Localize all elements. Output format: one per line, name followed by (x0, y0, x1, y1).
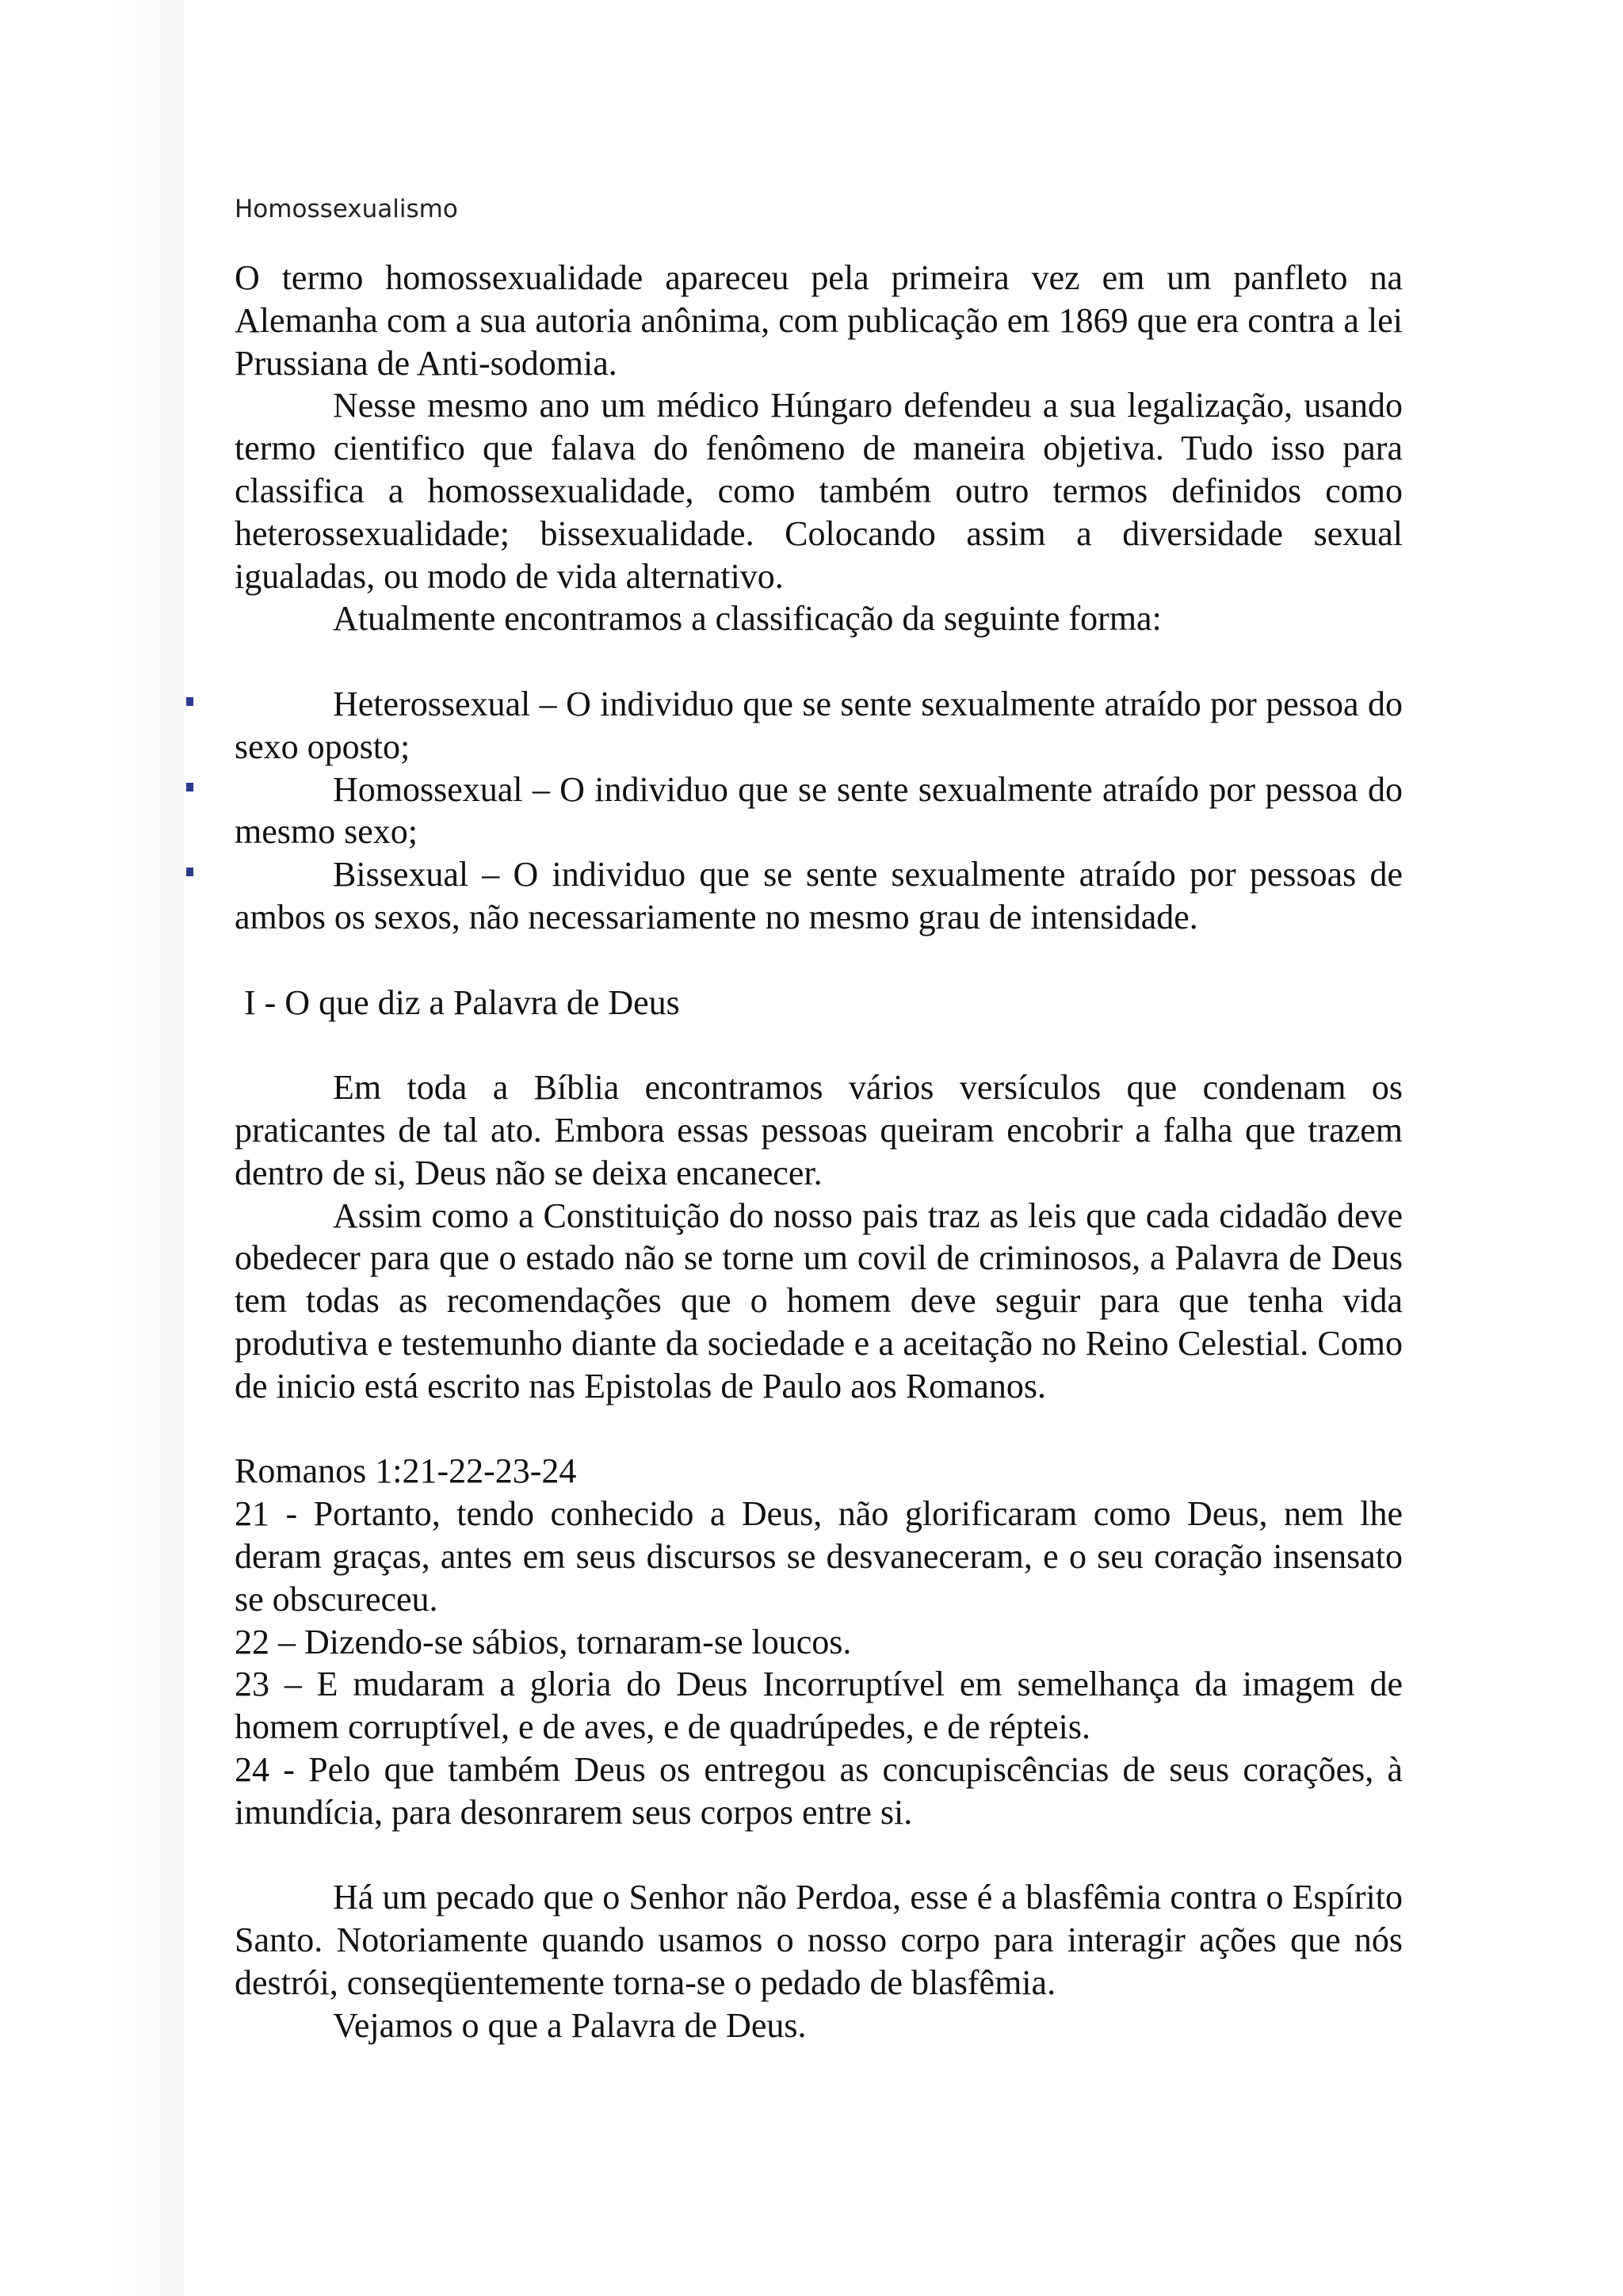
section-title: I - O que diz a Palavra de Deus (244, 982, 680, 1022)
spacer (235, 1833, 1403, 1876)
classification-text: Bissexual – O individuo que se sente sexualmente atraído por pessoas de ambos os sexos, não necessariamente no mesmo grau de intensidade. (235, 855, 1403, 936)
classification-item (235, 853, 1403, 939)
verse: 22 – Dizendo-se sábios, tornaram-se loucos. (235, 1622, 852, 1661)
section-paragraph: Assim como a Constituição do nosso pais traz as leis que cada cidadão deve obedecer para que o estado não se torne um covil de criminosos, a Palavra de Deus tem todas as recomendações que o homem deve seguir para que tenha vida produtiva e testemunho diante da sociedade e a aceitação no Reino Celestial. Como de inicio está escrito nas Epistolas de Paulo aos Romanos. (235, 1196, 1403, 1405)
classification-item (235, 769, 1403, 854)
square-bullet-icon (186, 697, 193, 706)
spacer (235, 1408, 1403, 1451)
classification-text: Homossexual – O individuo que se sente sexualmente atraído por pessoa do mesmo sexo; (235, 769, 1403, 852)
closing-paragraph: Vejamos o que a Palavra de Deus. (333, 2005, 807, 2045)
intro-paragraph: Nesse mesmo ano um médico Húngaro defendeu a sua legalização, usando termo cientifico que falava do fenômeno de maneira objetiva. Tudo isso para classifica a homossexualidade, como também outro termos definidos como heterossexualidade; bissexualidade. Colocando assim a diversidade sexual igualadas, ou modo de vida alternativo. (235, 386, 1403, 596)
square-bullet-icon (186, 868, 193, 876)
scripture-reference: Romanos 1:21-22-23-24 (235, 1451, 577, 1491)
document-body (235, 257, 1403, 2046)
section-paragraph: Em toda a Bíblia encontramos vários versículos que condenam os praticantes de tal ato. Embora essas pessoas queiram encobrir a falha que trazem dentro de si, Deus não se deixa encanecer. (235, 1068, 1403, 1192)
spacer (235, 939, 1403, 982)
spacer (235, 1024, 1403, 1066)
verse: 21 - Portanto, tendo conhecido a Deus, não glorificaram como Deus, nem lhe deram graças, antes em seus discursos se desvaneceram, e o seu coração insensato se obscureceu. (235, 1494, 1403, 1619)
page-edge-shade (0, 0, 184, 2296)
classification-item (235, 683, 1403, 769)
verse: 23 – E mudaram a gloria do Deus Incorruptível em semelhança da imagem de homem corruptível, e de aves, e de quadrúpedes, e de répteis. (235, 1665, 1403, 1747)
verse: 24 - Pelo que também Deus os entregou as concupiscências de seus corações, à imundícia, para desonrarem seus corpos entre si. (235, 1749, 1403, 1832)
closing-paragraph: Há um pecado que o Senhor não Perdoa, esse é a blasfêmia contra o Espírito Santo. Notoriamente quando usamos o nosso corpo para interagir ações que nós destrói, conseqüentemente torna-se o pedado de blasfêmia. (235, 1878, 1403, 2002)
document-header: Homossexualismo (235, 195, 458, 223)
square-bullet-icon (186, 783, 193, 791)
intro-paragraph: O termo homossexualidade apareceu pela primeira vez em um panfleto na Alemanha com a sua autoria anônima, com publicação em 1869 que era contra a lei Prussiana de Anti-sodomia. (235, 258, 1403, 383)
spacer (235, 640, 1403, 683)
classification-text: Heterossexual – O individuo que se sente sexualmente atraído por pessoa do sexo oposto; (235, 684, 1403, 766)
intro-paragraph: Atualmente encontramos a classificação da seguinte forma: (333, 599, 1162, 639)
